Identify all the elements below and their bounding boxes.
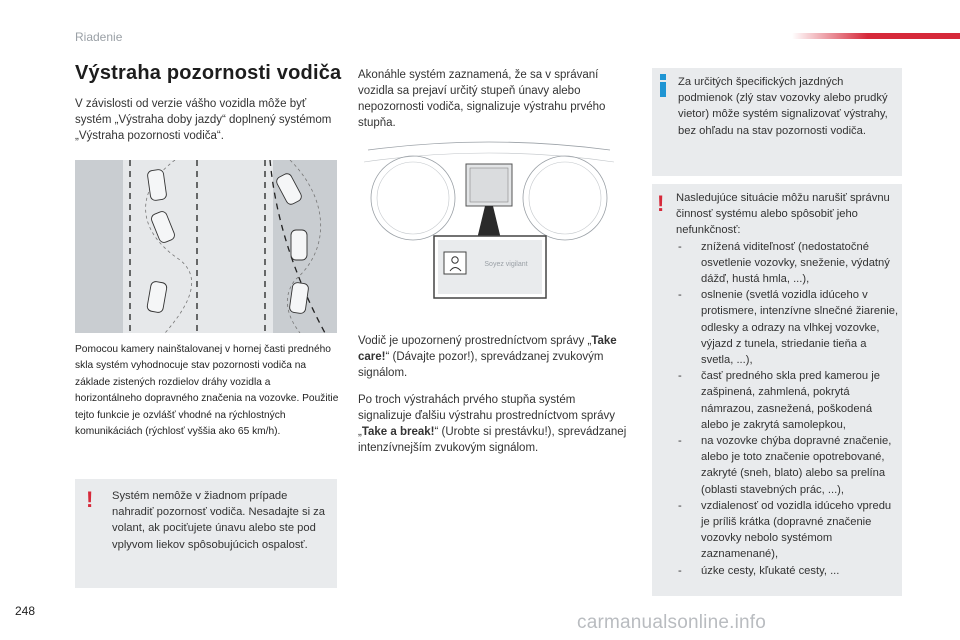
para3-post: “ (Urobte si prestávku!), sprevádzanej intenzívnejším zvukovým signálom. <box>358 426 627 454</box>
take-care-label: Take care! <box>358 335 617 363</box>
list-item: - oslnenie (svetlá vozidla idúceho v protismere, intenzívne slnečné žiarenie, odlesky a odrazy na vlhkej vozovke, výjazd z tunela, striedanie tieňa a svetla, ...), <box>676 287 900 368</box>
intro-paragraph: V závislosti od verzie vášho vozidla môže byť systém „Výstraha doby jazdy“ doplnený systémom „Výstraha pozornosti vodiča“. <box>75 98 332 142</box>
warning-icon: ! <box>86 487 94 512</box>
info-text: Za určitých špecifických jazdných podmienok (zlý stav vozovky alebo prudký vietor) môže systém signalizovať výstrahy, bez ohľadu na stav pozornosti vodiča. <box>678 76 888 137</box>
list-item: - znížená viditeľnosť (nedostatočné osvetlenie vozovky, sneženie, výdatný dážď, hustá hmla, ...), <box>676 239 900 288</box>
display-message: Soyez vigilant <box>484 261 528 268</box>
page-number: 248 <box>15 604 36 618</box>
list-item: - vzdialenosť od vozidla idúceho vpredu je príliš krátka (dopravné značenie vozovky nebolo systémom zaznamenané), <box>676 498 900 563</box>
warning-box-right <box>652 184 902 596</box>
page-title: Výstraha pozornosti vodiča <box>75 62 342 84</box>
warning-intro: Nasledujúce situácie môžu narušiť správnu činnosť systému alebo spôsobiť jeho nefunkčnosť: <box>676 192 890 237</box>
first-level-alert-paragraph: Akonáhle systém zaznamená, že sa v správaní vozidla sa prejaví určitý stupeň únavy alebo nepozornosti vodiča, signalizuje výstrahu prvého stupňa. <box>358 69 606 129</box>
section-header: Riadenie <box>75 30 123 44</box>
info-icon <box>660 74 666 97</box>
info-box <box>652 68 902 176</box>
para2-pre: Vodič je upozornený prostredníctvom správy „ <box>358 335 592 347</box>
take-care-paragraph <box>358 333 620 381</box>
conditions-list <box>676 239 900 579</box>
para3-pre: Po troch výstrahách prvého stupňa systém signalizuje ďalšiu výstrahu prostredníctvom správy „ <box>358 394 615 438</box>
list-item: - časť predného skla pred kamerou je zašpinená, zahmlená, pokrytá námrazou, zasnežená, poškodená alebo je zakrytá samolepkou, <box>676 368 900 433</box>
warning-text: Systém nemôže v žiadnom prípade nahradiť pozornosť vodiča. Nesadajte si za volant, ak pociťujete únavu alebo ste pod vplyvom liekov spôsobujúcich ospalosť. <box>112 490 325 551</box>
take-a-break-label: Take a break! <box>361 426 435 438</box>
camera-caption: Pomocou kamery nainštalovanej v hornej časti predného skla systém vyhodnocuje stav pozornosti vodiča na základe zistených rozdielov dráhy vozidla a horizontálneho dopravného značenia na vozovke. Použitie tejto funkcie je ozvlášť vhodné na rýchlostných komunikáciách (rýchlosť vyššia ako 65 km/h). <box>75 344 339 438</box>
lane-drift-illustration <box>75 160 337 333</box>
warning-box-left <box>75 479 337 588</box>
watermark: carmanualsonline.info <box>577 612 767 633</box>
warning-icon: ! <box>657 191 665 216</box>
list-item: - úzke cesty, kľukaté cesty, ... <box>676 563 900 579</box>
section-accent-bar <box>792 33 960 39</box>
dashboard-display-illustration <box>358 140 620 325</box>
list-item: - na vozovke chýba dopravné značenie, alebo je toto značenie opotrebované, zakryté (sneh, blato) alebo sa prelína (oblasti stavebných prác, ...), <box>676 433 900 498</box>
para2-post: “ (Dávajte pozor!), sprevádzanej zvukovým signálom. <box>358 351 604 379</box>
take-a-break-paragraph <box>358 392 628 456</box>
